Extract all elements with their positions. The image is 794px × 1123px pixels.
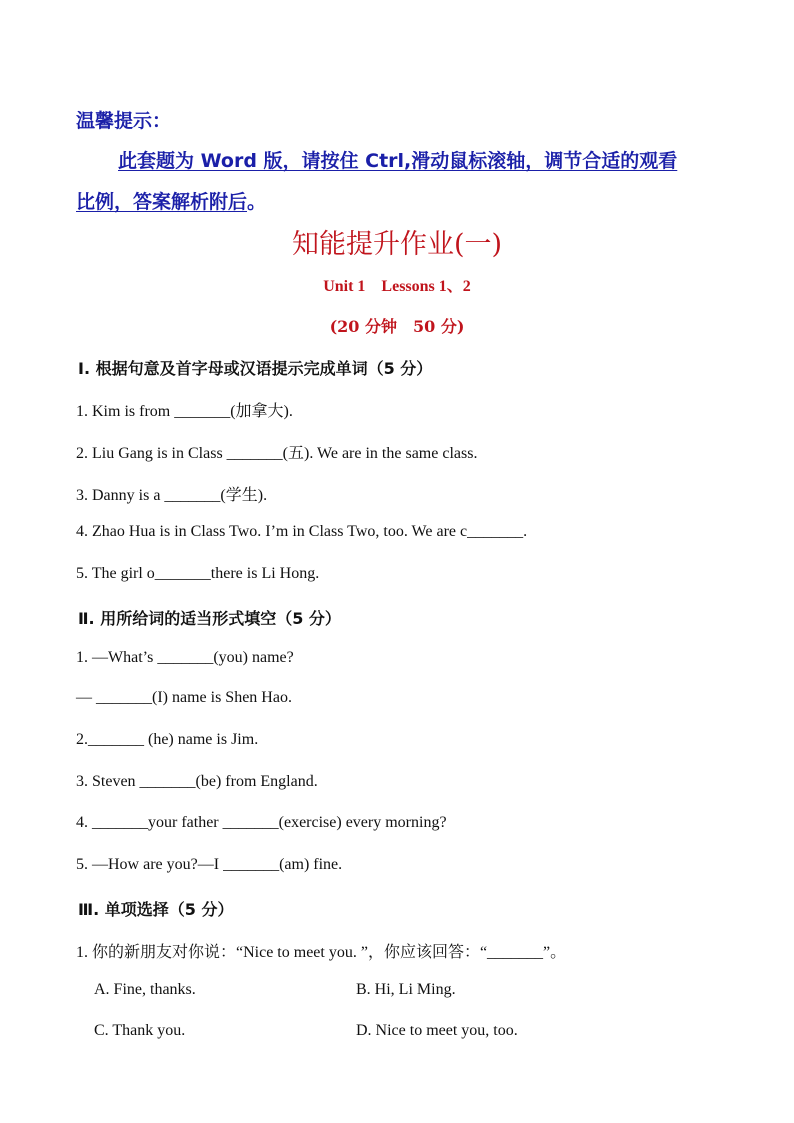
option-b: B. Hi, Li Ming.: [356, 981, 456, 998]
document-time-score: (20 分钟 50 分): [329, 317, 465, 336]
document-title: 知能提升作业(一): [291, 229, 503, 260]
option-d: D. Nice to meet you, too.: [356, 1022, 518, 1039]
tip-line1: 此套题为 Word 版，请按住 Ctrl,滑动鼠标滚轴，调节合适的观看: [118, 150, 678, 172]
section2-heading: Ⅱ. 用所给词的适当形式填空（5 分）: [78, 609, 341, 628]
section2-item-4: 4. _______your father _______(exercise) every morning?: [76, 814, 447, 831]
section2-item-1-reply: — _______(I) name is Shen Hao.: [76, 689, 292, 706]
section1-item-2: 2. Liu Gang is in Class _______(五). We are in the same class.: [76, 445, 478, 462]
option-a: A. Fine, thanks.: [94, 981, 196, 998]
tip-line2-end: 。: [247, 191, 267, 213]
section1-item-5: 5. The girl o_______there is Li Hong.: [76, 565, 320, 582]
section3-heading: Ⅲ. 单项选择（5 分）: [78, 900, 234, 919]
section1-heading: Ⅰ. 根据句意及首字母或汉语提示完成单词（5 分）: [78, 359, 433, 378]
section2-item-2: 2._______ (he) name is Jim.: [76, 731, 259, 748]
section2-item-5: 5. —How are you?—I _______(am) fine.: [76, 856, 343, 873]
section1-item-3: 3. Danny is a _______(学生).: [76, 487, 268, 504]
document-subtitle: Unit 1 Lessons 1、2: [323, 278, 471, 295]
tip-line2-underlined: 比例，答案解析附后: [76, 191, 248, 213]
section1-item-4: 4. Zhao Hua is in Class Two. I’m in Class Two, too. We are c_______.: [76, 523, 528, 540]
tip-title: 温馨提示：: [76, 110, 172, 132]
section1-item-1: 1. Kim is from _______(加拿大).: [76, 403, 293, 420]
section3-question-1: 1. 你的新朋友对你说：“Nice to meet you. ”，你应该回答：“_______”。: [76, 944, 567, 961]
section2-item-3: 3. Steven _______(be) from England.: [76, 773, 318, 790]
option-c: C. Thank you.: [94, 1022, 186, 1039]
tip-line2: [76, 187, 266, 214]
section2-item-1: 1. —What’s _______(you) name?: [76, 649, 294, 666]
